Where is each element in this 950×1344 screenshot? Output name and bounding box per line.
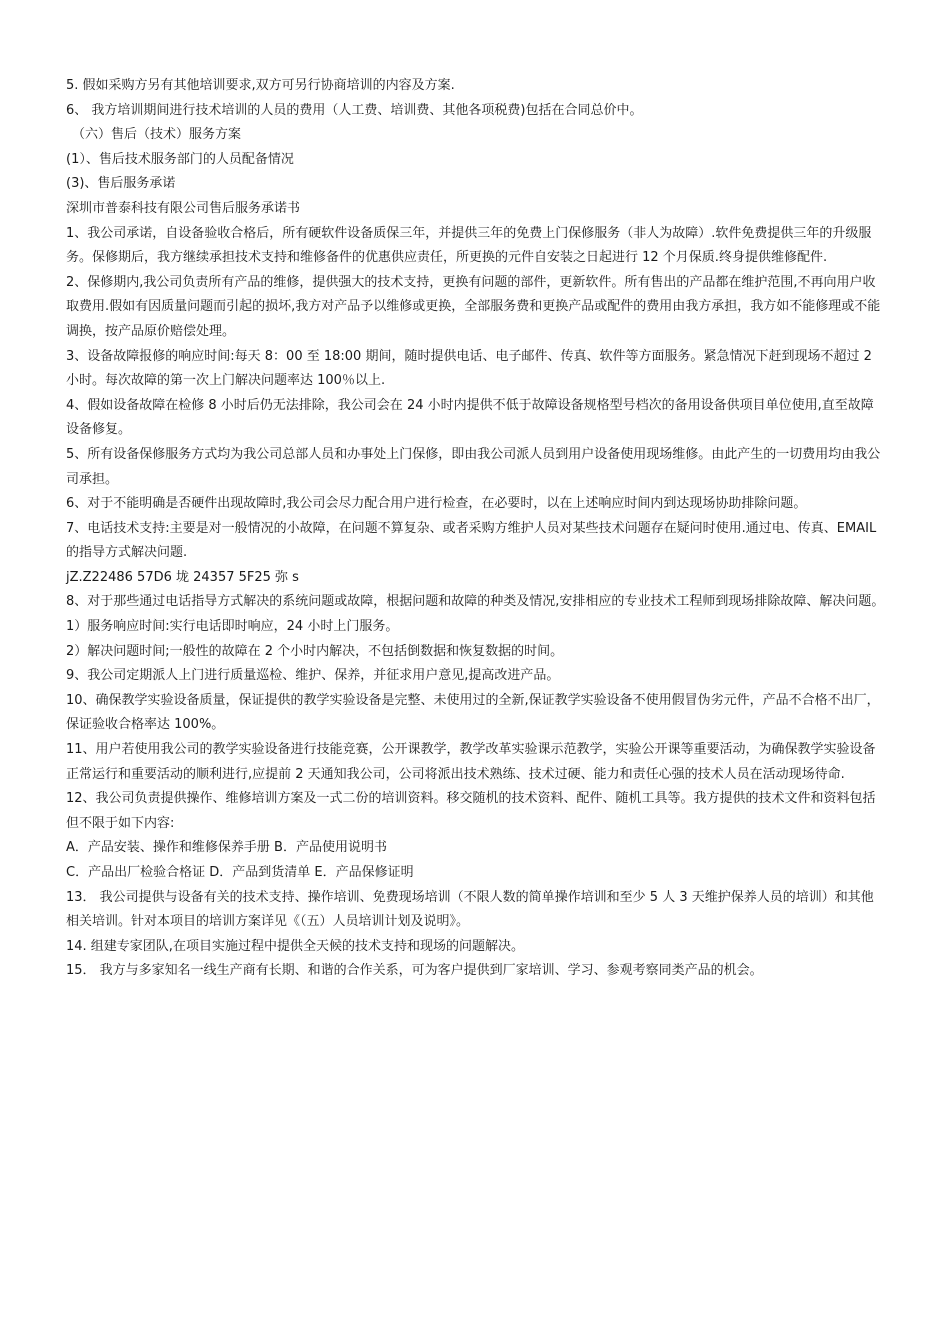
paragraph-item-6-training-cost: 6、 我方培训期间进行技术培训的人员的费用（人工费、培训费、其他各项税费)包括在合同总价中。 [66,102,643,118]
commitment-item-1: 1、我公司承诺，自设备验收合格后，所有硬软件设备质保三年，并提供三年的免费上门保修服务（非人为故障）.软件免费提供三年的升级服务。保修期后，我方继续承担技术支持和维修备件的优惠供应责任，所更换的元件自安装之日起进行 12 个月保质.终身提供维修配件. [66,225,872,266]
commitment-item-9: 9、我公司定期派人上门进行质量巡检、维护、保养，并征求用户意见,提高改进产品。 [66,668,560,684]
commitment-item-2: 2、保修期内,我公司负责所有产品的维修，提供强大的技术支持，更换有问题的部件，更新软件。所有售出的产品都在维护范围,不再向用户收取费用.假如有因质量问题而引起的损坏,我方对产品予以维修或更换，全部服务费和更换产品或配件的费用由我方承担，我方如不能修理或不能调换，按产品原价赔偿处理。 [66,274,881,339]
docs-list-a-b: A．产品安装、操作和维修保养手册 B．产品使用说明书 [66,840,387,856]
commitment-item-13: 13． 我公司提供与设备有关的技术支持、操作培训、免费现场培训（不限人数的简单操作培训和至少 5 人 3 天维护保养人员的培训）和其他相关培训。针对本项目的培训方案详见《（五）人员培训计划及说明》。 [66,889,874,930]
section-heading-after-sales: （六）售后（技术）服务方案 [72,127,242,143]
commitment-item-15: 15． 我方与多家知名一线生产商有长期、和谐的合作关系，可为客户提供到厂家培训、学习、参观考察同类产品的机会。 [66,963,763,979]
commitment-item-10: 10、确保教学实验设备质量，保证提供的教学实验设备是完整、未使用过的全新,保证教学实验设备不使用假冒伪劣元件，产品不合格不出厂，保证验收合格率达 100%。 [66,692,880,733]
commitment-item-12: 12、我公司负责提供操作、维修培训方案及一式二份的培训资料。移交随机的技术资料、配件、随机工具等。我方提供的技术文件和资料包括但不限于如下内容: [66,791,876,831]
commitment-item-4: 4、假如设备故障在检修 8 小时后仍无法排除，我公司会在 24 小时内提供不低于故障设备规格型号档次的备用设备供项目单位使用,直至故障设备修复。 [66,397,874,438]
commitment-item-14: 14. 组建专家团队,在项目实施过程中提供全天候的技术支持和现场的问题解决。 [66,938,524,954]
commitment-item-8: 8、对于那些通过电话指导方式解决的系统问题或故障，根据问题和故障的种类及情况,安排相应的专业技术工程师到现场排除故障、解决问题。 [66,594,885,610]
commitment-item-5: 5、所有设备保修服务方式均为我公司总部人员和办事处上门保修，即由我公司派人员到用户设备使用现场维修。由此产生的一切费用均由我公司承担。 [66,446,881,487]
commitment-item-3: 3、设备故障报修的响应时间:每天 8：00 至 18:00 期间，随时提供电话、电子邮件、传真、软件等方面服务。紧急情况下赶到现场不超过 2 小时。每次故障的第一次上门解决问题率达 100％以上. [66,348,872,389]
commitment-subitem-1: 1）服务响应时间:实行电话即时响应，24 小时上门服务。 [66,619,399,635]
commitment-item-7: 7、电话技术支持:主要是对一般情况的小故障，在问题不算复杂、或者采购方维护人员对某些技术问题存在疑问时使用.通过电、传真、EMAIL 的指导方式解决问题. [66,520,877,561]
commitment-item-11: 11、用户若使用我公司的教学实验设备进行技能竞赛，公开课教学，教学改革实验课示范教学，实验公开课等重要活动，为确保教学实验设备正常运行和重要活动的顺利进行,应提前 2 天通知我公司，公司将派出技术熟练、技术过硬、能力和责任心强的技术人员在活动现场待命. [66,742,876,782]
subheading-staffing: (1）、售后技术服务部门的人员配备情况 [66,151,294,167]
garbled-line: jZ.Z22486 57D6 垅 24357 5F25 弥 s [66,569,299,585]
paragraph-item-5-extra-training: 5. 假如采购方另有其他培训要求,双方可另行协商培训的内容及方案. [66,78,455,93]
commitment-item-6: 6、对于不能明确是否硬件出现故障时,我公司会尽力配合用户进行检查，在必要时，以在上述响应时间内到达现场协助排除问题。 [66,496,807,512]
subheading-commitment: (3)、售后服务承诺 [66,176,176,192]
docs-list-c-d-e: C．产品出厂检验合格证 D．产品到货清单 E．产品保修证明 [66,865,414,880]
commitment-subitem-2: 2）解决问题时间;一般性的故障在 2 个小时内解决，不包括倒数据和恢复数据的时间。 [66,643,564,659]
document-body [66,74,886,984]
commitment-title: 深圳市普泰科技有限公司售后服务承诺书 [66,200,301,216]
